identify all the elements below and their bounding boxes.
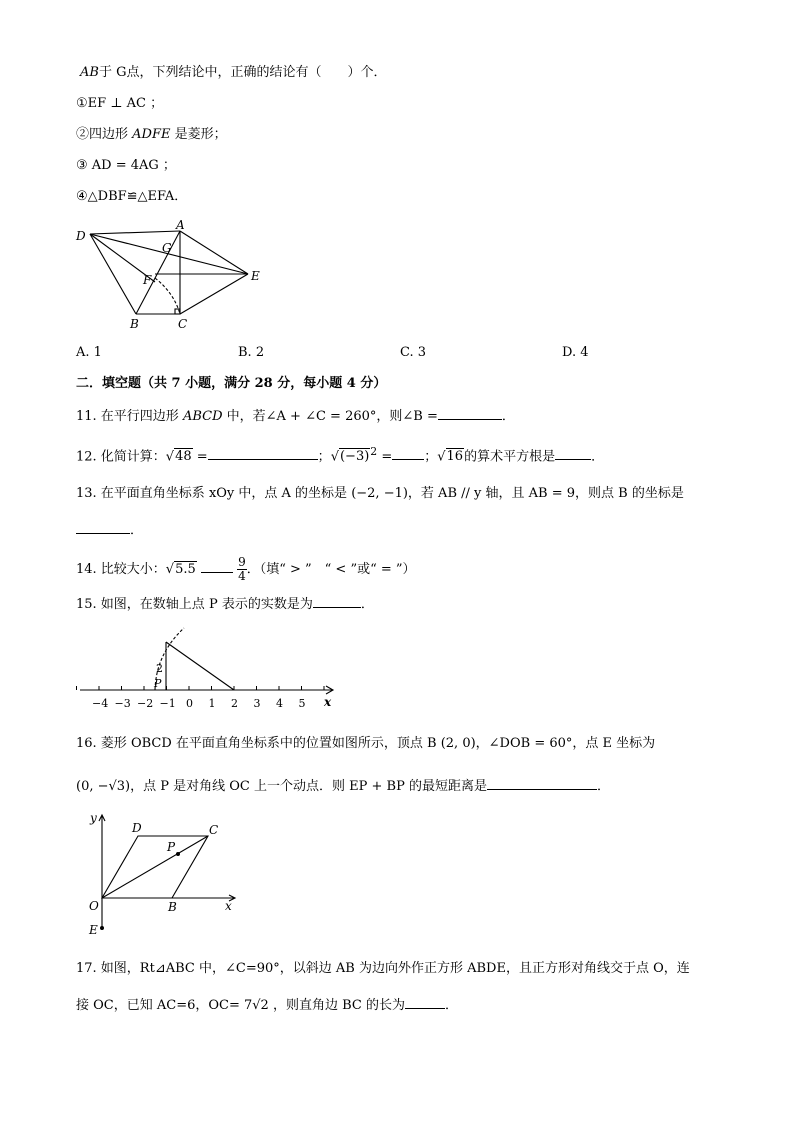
tick-label: −3 [114, 697, 131, 710]
segment-CE [180, 274, 248, 314]
q13-line1: 13. 在平面直角坐标系 xOy 中，点 A 的坐标是 (−2, −1)，若 AB // y 轴，且 AB = 9，则点 B 的坐标是 [76, 486, 684, 501]
answer-blank[interactable] [313, 595, 361, 608]
label-A: A [176, 218, 185, 232]
label-F: F [143, 273, 152, 287]
hypotenuse-segment [166, 642, 234, 690]
q17-line2: 接 OC，已知 AC=6，OC= 7√2 ，则直角边 BC 的长为 ． [76, 998, 458, 1013]
option-a: A. 1 [76, 345, 102, 360]
q10-conclusion-3: ③ AD = 4AG ； [76, 158, 176, 173]
segment-AE [180, 231, 248, 274]
answer-blank[interactable] [438, 407, 502, 420]
option-b: B. 2 [238, 345, 265, 360]
label-y: y [90, 811, 97, 825]
answer-blank[interactable] [392, 447, 424, 460]
axis-label-x: x [324, 695, 332, 709]
label-x: x [225, 899, 232, 913]
label-C: C [178, 317, 188, 331]
tick-label: 2 [231, 697, 238, 710]
q10-conclusion-1: ①EF ⊥ AC ； [76, 96, 164, 111]
option-c: C. 3 [400, 345, 427, 360]
q10-conclusion-4: ④△DBF≌△EFA． [76, 189, 188, 204]
q15: 15. 如图，在数轴上点 P 表示的实数是为 ． [76, 597, 374, 612]
label-O: O [89, 899, 99, 913]
label-G: G [162, 241, 172, 255]
q17-line1: 17. 如图，Rt⊿ABC 中，∠C=90°，以斜边 AB 为边向外作正方形 ABDE，且正方形对角线交于点 O，连 [76, 961, 690, 976]
label-B: B [168, 900, 177, 914]
q10-conclusion-2: ②四边形 ADFE 是菱形； [76, 127, 227, 142]
segment-DA [90, 231, 180, 234]
section-title: 二．填空题（共 7 小题，满分 28 分，每小题 4 分） [76, 376, 387, 391]
label-P: P [167, 840, 176, 854]
answer-blank[interactable] [555, 447, 591, 460]
tick-label: 1 [208, 697, 216, 710]
fraction-9-4: $\frac{9}{4}$ [238, 555, 246, 583]
tick-label: −4 [92, 697, 109, 710]
answer-blank[interactable] [76, 521, 130, 534]
q11: 11. 在平行四边形 ABCD 中，若∠A + ∠C = 260°，则∠B = ． [76, 409, 515, 424]
label-E: E [251, 269, 260, 283]
answer-blank[interactable] [208, 447, 318, 460]
rhombus-figure [82, 810, 242, 940]
q14: 14. 比较大小：√5.5 $\frac{9}{4}$ ．（填“ > ” “ < ”或“ = ”） [76, 555, 416, 583]
tick-label: 5 [298, 697, 306, 710]
option-d: D. 4 [562, 345, 589, 360]
tick-label: 0 [186, 697, 193, 710]
label-P: P [154, 677, 162, 690]
tick-label: 4 [276, 697, 283, 710]
diagonal-OC [102, 836, 208, 898]
label-2: 2 [156, 662, 163, 675]
label-D: D [132, 821, 142, 835]
q16-line1: 16. 菱形 OBCD 在平面直角坐标系中的位置如图所示，顶点 B (2, 0)，∠DOB = 60°，点 E 坐标为 [76, 736, 656, 751]
tick-label: −1 [159, 697, 176, 710]
q10-stem: AB于 G点，下列结论中，正确的结论有（ ）个． [80, 65, 387, 80]
q13-line2: ． [76, 521, 143, 540]
point-E [100, 926, 104, 930]
label-E: E [89, 923, 98, 937]
label-D: D [76, 229, 86, 243]
tick-label: 3 [253, 697, 261, 710]
q16-line2: (0, −√3)，点 P 是对角线 OC 上一个动点．则 EP + BP 的最短距离是 ． [76, 779, 610, 794]
answer-blank[interactable] [487, 777, 597, 790]
q12: 12. 化简计算：√48 = ；$√(-3)^2$ = ；√16的算术平方根是 ． [76, 445, 605, 465]
q10-figure [70, 218, 270, 333]
label-C: C [209, 823, 219, 837]
number-line-figure [76, 624, 344, 714]
tick-label: −2 [137, 697, 154, 710]
answer-blank[interactable] [405, 996, 445, 1009]
segment-DB [90, 234, 136, 314]
label-B: B [130, 317, 139, 331]
point-P [176, 852, 180, 856]
answer-blank[interactable] [201, 560, 233, 573]
